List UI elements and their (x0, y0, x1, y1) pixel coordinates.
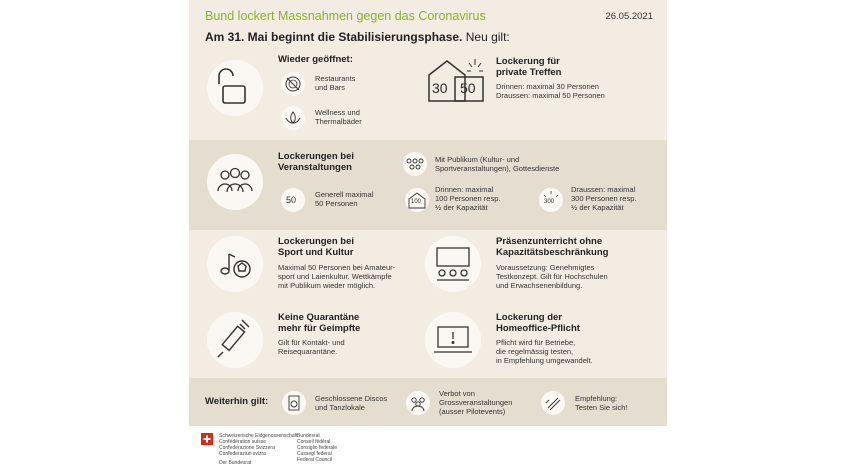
footer-right-line3: Consiglio federale (297, 445, 338, 451)
lotus-icon (281, 106, 305, 130)
inside-100-icon (405, 188, 429, 212)
disco-line2: und Tanzlokale (315, 403, 365, 412)
private-heading1: Lockerung für (496, 56, 560, 67)
footer-left (219, 433, 297, 466)
sport-text (278, 263, 395, 290)
inside-text (435, 185, 500, 212)
sport-line2: sport und Laienkultur. Wettkämpfe (278, 272, 392, 281)
inside-icon-number: 100 (411, 199, 422, 205)
events-heading1: Lockerungen bei (278, 151, 355, 162)
outside-line3: ½ der Kapazität (571, 203, 624, 212)
quarantine-line2: Reisequarantäne. (278, 347, 338, 356)
private-heading (496, 56, 561, 78)
footer-right-line5: Federal Council (297, 457, 333, 463)
inside-line3: ½ der Kapazität (435, 203, 488, 212)
footer-left-line2: Confédération suisse (219, 439, 266, 445)
audience-line2: Sportveranstaltungen), Gottesdienste (435, 164, 560, 173)
quarantine-line1: Gilt für Kontakt- und (278, 338, 345, 347)
private-n1: 30 (432, 80, 448, 96)
events-heading (278, 151, 354, 173)
private-n2: 50 (460, 80, 476, 96)
still-heading: Weiterhin gilt: (205, 396, 269, 407)
restaurants-line1: Restaurants (315, 74, 356, 83)
crowd-icon (406, 391, 430, 415)
audience-icon (403, 152, 427, 176)
test-text (575, 394, 628, 412)
disco-icon (282, 391, 306, 415)
events-heading2: Veranstaltungen (278, 162, 352, 173)
infographic (189, 0, 667, 475)
lock-icon (207, 60, 263, 116)
school-text (496, 263, 608, 290)
inside-line1: Drinnen: maximal (435, 185, 494, 194)
crowd-text (439, 389, 512, 416)
date-label: 26.05.2021 (605, 11, 653, 22)
sport-line1: Maximal 50 Personen bei Amateur- (278, 263, 396, 272)
footer-left-line1: Schweizerische Eidgenossenschaft (219, 433, 298, 439)
sport-heading1: Lockerungen bei (278, 236, 355, 247)
sport-heading2: Sport und Kultur (278, 247, 354, 258)
audience-text (435, 155, 559, 173)
sport-heading (278, 236, 354, 258)
private-heading2: private Treffen (496, 67, 562, 78)
test-icon (541, 391, 565, 415)
school-line2: Testkonzept. Gilt für Hochschulen (496, 272, 608, 281)
subtitle-rest: Neu gilt: (462, 30, 510, 44)
dish-icon (281, 72, 305, 96)
outside-line1: Draussen: maximal (571, 185, 636, 194)
homeoffice-heading1: Lockerung der (496, 312, 562, 323)
swiss-flag-icon (201, 433, 213, 445)
music-football-icon (207, 236, 263, 292)
homeoffice-text (496, 338, 593, 365)
subtitle-bold: Am 31. Mai beginnt die Stabilisierungsphase. (205, 30, 463, 44)
house-icon (425, 55, 481, 103)
homeoffice-line1: Pflicht wird für Betriebe, (496, 338, 576, 347)
homeoffice-line3: in Empfehlung umgewandelt. (496, 356, 593, 365)
general-line2: 50 Personen (315, 199, 358, 208)
general-line1: Generell maximal (315, 190, 374, 199)
wellness-text (315, 108, 362, 126)
outside-300-icon (539, 188, 563, 212)
outside-text (571, 185, 636, 212)
laptop-icon (425, 312, 481, 368)
crowd-line2: Grossveranstaltungen (439, 398, 513, 407)
footer-right-line2: Conseil fédéral (297, 439, 331, 445)
page-subtitle (205, 30, 510, 44)
footer-right-line4: Cussegl federal (297, 451, 332, 457)
footer-right-line1: Bundesrat (297, 433, 320, 439)
restaurants-text (315, 74, 355, 92)
homeoffice-heading2: Homeoffice-Pflicht (496, 323, 580, 334)
homeoffice-heading (496, 312, 580, 334)
people-icon (207, 154, 263, 210)
test-line1: Empfehlung: (575, 394, 618, 403)
school-heading1: Präsenzunterricht ohne (496, 236, 603, 247)
footer-left-line4: Confederaziun svizra (219, 451, 266, 457)
private-line2: Draussen: maximal 50 Personen (496, 91, 605, 100)
wellness-line1: Wellness und (315, 108, 360, 117)
crowd-line1: Verbot von (439, 389, 475, 398)
quarantine-heading2: mehr für Geimpfte (278, 323, 361, 334)
private-line1: Drinnen: maximal 30 Personen (496, 82, 599, 91)
inside-line2: 100 Personen resp. (435, 194, 501, 203)
quarantine-heading (278, 312, 360, 334)
restaurants-line2: und Bars (315, 83, 346, 92)
audience-line1: Mit Publikum (Kultur- und (435, 155, 520, 164)
classroom-icon (425, 236, 481, 292)
test-line2: Testen Sie sich! (575, 403, 628, 412)
school-line3: und Erwachsenenbildung. (496, 281, 583, 290)
footer-right (297, 433, 337, 463)
school-line1: Voraussetzung: Genehmigtes (496, 263, 595, 272)
general-icon-number: 50 (286, 195, 297, 205)
outside-icon-number: 300 (544, 199, 555, 205)
private-text (496, 82, 605, 100)
crowd-line3: (ausser Pilotevents) (439, 407, 506, 416)
general-text (315, 190, 373, 208)
disco-line1: Geschlossene Discos (315, 394, 388, 403)
outside-line2: 300 Personen resp. (571, 194, 637, 203)
school-heading2: Kapazitätsbeschränkung (496, 247, 609, 258)
page-title: Bund lockert Massnahmen gegen das Coronavirus (205, 9, 486, 23)
school-heading (496, 236, 608, 258)
wellness-line2: Thermalbäder (315, 117, 362, 126)
disco-text (315, 394, 387, 412)
open-heading: Wieder geöffnet: (278, 54, 353, 65)
quarantine-text (278, 338, 345, 356)
sport-line3: mit Publikum wieder möglich. (278, 281, 376, 290)
footer-left-sub: Der Bundesrat (219, 460, 252, 466)
syringe-icon (207, 312, 263, 368)
quarantine-heading1: Keine Quarantäne (278, 312, 360, 323)
general-50-icon (281, 188, 305, 212)
footer-left-line3: Confederazione Svizzera (219, 445, 275, 451)
homeoffice-line2: die regelmässig testen, (496, 347, 574, 356)
